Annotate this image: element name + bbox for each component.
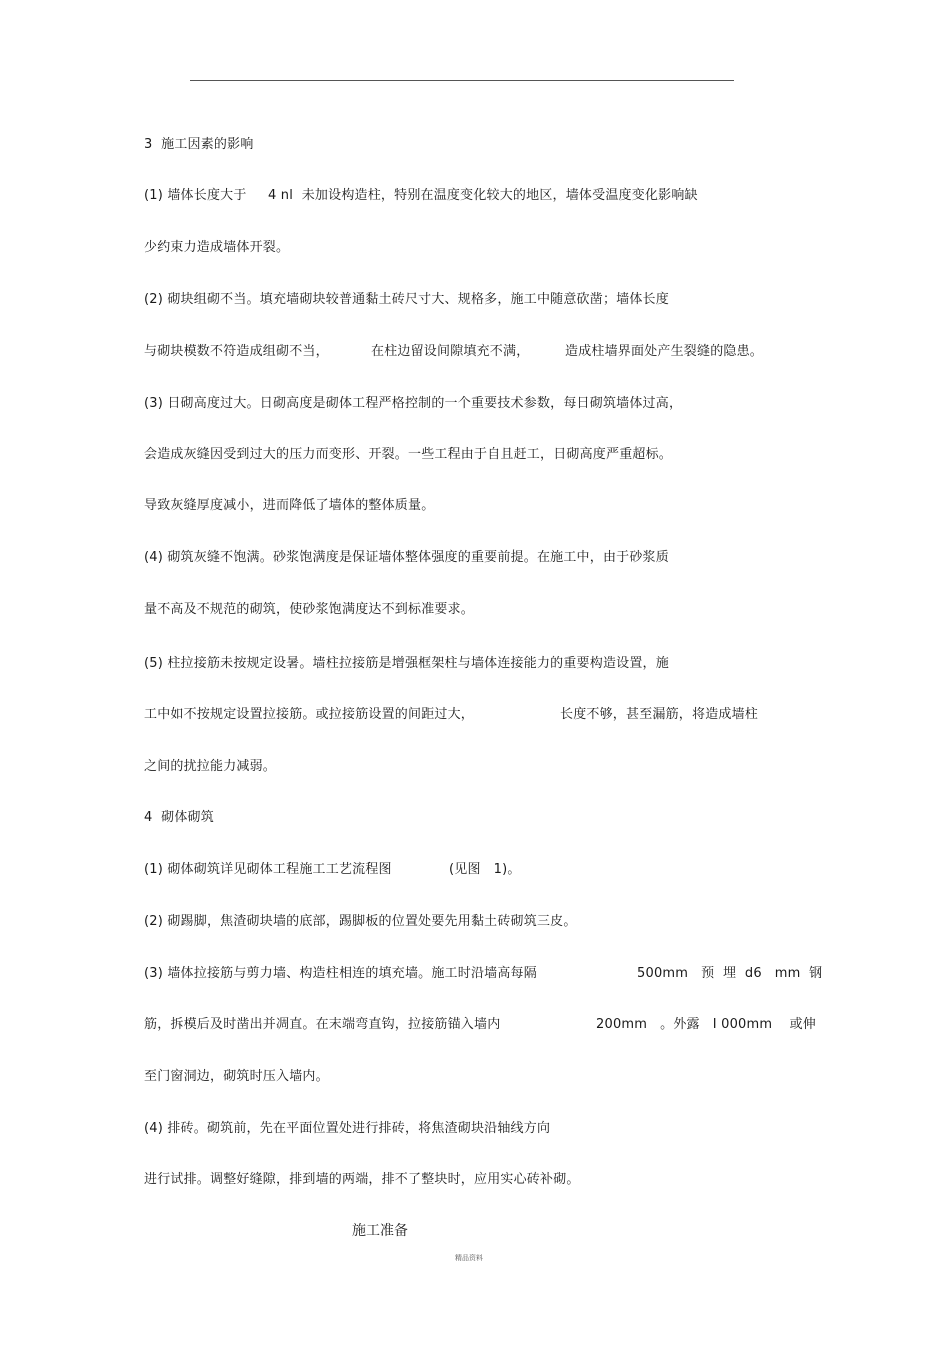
para-3-4-line-2: 量不高及不规范的砌筑，使砂浆饱满度达不到标准要求。 bbox=[144, 602, 475, 617]
para-3-2-line-2a: 与砌块模数不符造成组砌不当， bbox=[144, 344, 329, 359]
para-4-3-line-1a: (3) 墙体拉接筋与剪力墙、构造柱相连的填充墙。施工时沿墙高每隔 bbox=[144, 966, 537, 981]
para-4-3-line-1b: 500mm 预 埋 d6 mm 钢 bbox=[637, 966, 823, 981]
para-4-4-line-1: (4) 排砖。砌筑前，先在平面位置处进行排砖，将焦渣砌块沿轴线方向 bbox=[144, 1121, 551, 1136]
section-4-heading: 4 砌体砌筑 bbox=[144, 810, 214, 825]
page-footer: 精品资料 bbox=[455, 1254, 483, 1262]
section-3-heading: 3 施工因素的影响 bbox=[144, 137, 254, 152]
para-4-3-line-3: 至门窗洞边，砌筑时压入墙内。 bbox=[144, 1069, 329, 1084]
para-3-3-line-2: 会造成灰缝因受到过大的压力而变形、开裂。一些工程由于自且赶工，日砌高度严重超标。 bbox=[144, 447, 673, 462]
para-3-2-line-2b: 在柱边留设间隙填充不满， bbox=[371, 344, 530, 359]
para-3-5-line-2b: 长度不够，甚至漏筋，将造成墙柱 bbox=[560, 707, 759, 722]
figure-caption: 施工准备 bbox=[352, 1223, 408, 1239]
para-3-3-line-3: 导致灰缝厚度减小，进而降低了墙体的整体质量。 bbox=[144, 498, 435, 513]
para-4-4-line-2: 进行试排。调整好缝隙，排到墙的两端，排不了整块时，应用实心砖补砌。 bbox=[144, 1172, 580, 1187]
para-3-3-line-1: (3) 日砌高度过大。日砌高度是砌体工程严格控制的一个重要技术参数，每日砌筑墙体过高， bbox=[144, 396, 683, 411]
para-3-2-line-2c: 造成柱墙界面处产生裂缝的隐患。 bbox=[565, 344, 764, 359]
para-3-5-line-3: 之间的扰拉能力减弱。 bbox=[144, 759, 277, 774]
para-3-1-line-1a: (1) 墙体长度大于 bbox=[144, 188, 247, 203]
para-4-3-line-2b: 200mm 。外露 I 000mm 或伸 bbox=[596, 1017, 816, 1032]
para-3-1-line-1b: 4 nl 未加设构造柱，特别在温度变化较大的地区，墙体受温度变化影响缺 bbox=[268, 188, 698, 203]
para-3-5-line-2a: 工中如不按规定设置拉接筋。或拉接筋设置的间距过大， bbox=[144, 707, 475, 722]
para-4-2: (2) 砌踢脚，焦渣砌块墙的底部，踢脚板的位置处要先用黏土砖砌筑三皮。 bbox=[144, 914, 577, 929]
para-3-4-line-1: (4) 砌筑灰缝不饱满。砂浆饱满度是保证墙体整体强度的重要前提。在施工中，由于砂浆质 bbox=[144, 550, 669, 565]
para-4-3-line-2a: 筋，拆模后及时凿出并凋直。在末端弯直钩，拉接筋锚入墙内 bbox=[144, 1017, 501, 1032]
header-rule bbox=[190, 80, 734, 81]
para-4-1b: (见图 1)。 bbox=[449, 862, 521, 877]
para-3-1-line-2: 少约束力造成墙体开裂。 bbox=[144, 240, 290, 255]
para-3-2-line-1: (2) 砌块组砌不当。填充墙砌块较普通黏土砖尺寸大、规格多，施工中随意砍凿；墙体长度 bbox=[144, 292, 669, 307]
para-4-1a: (1) 砌体砌筑详见砌体工程施工工艺流程图 bbox=[144, 862, 392, 877]
para-3-5-line-1: (5) 柱拉接筋未按规定设暑。墙柱拉接筋是增强框架柱与墙体连接能力的重要构造设置，施 bbox=[144, 656, 669, 671]
